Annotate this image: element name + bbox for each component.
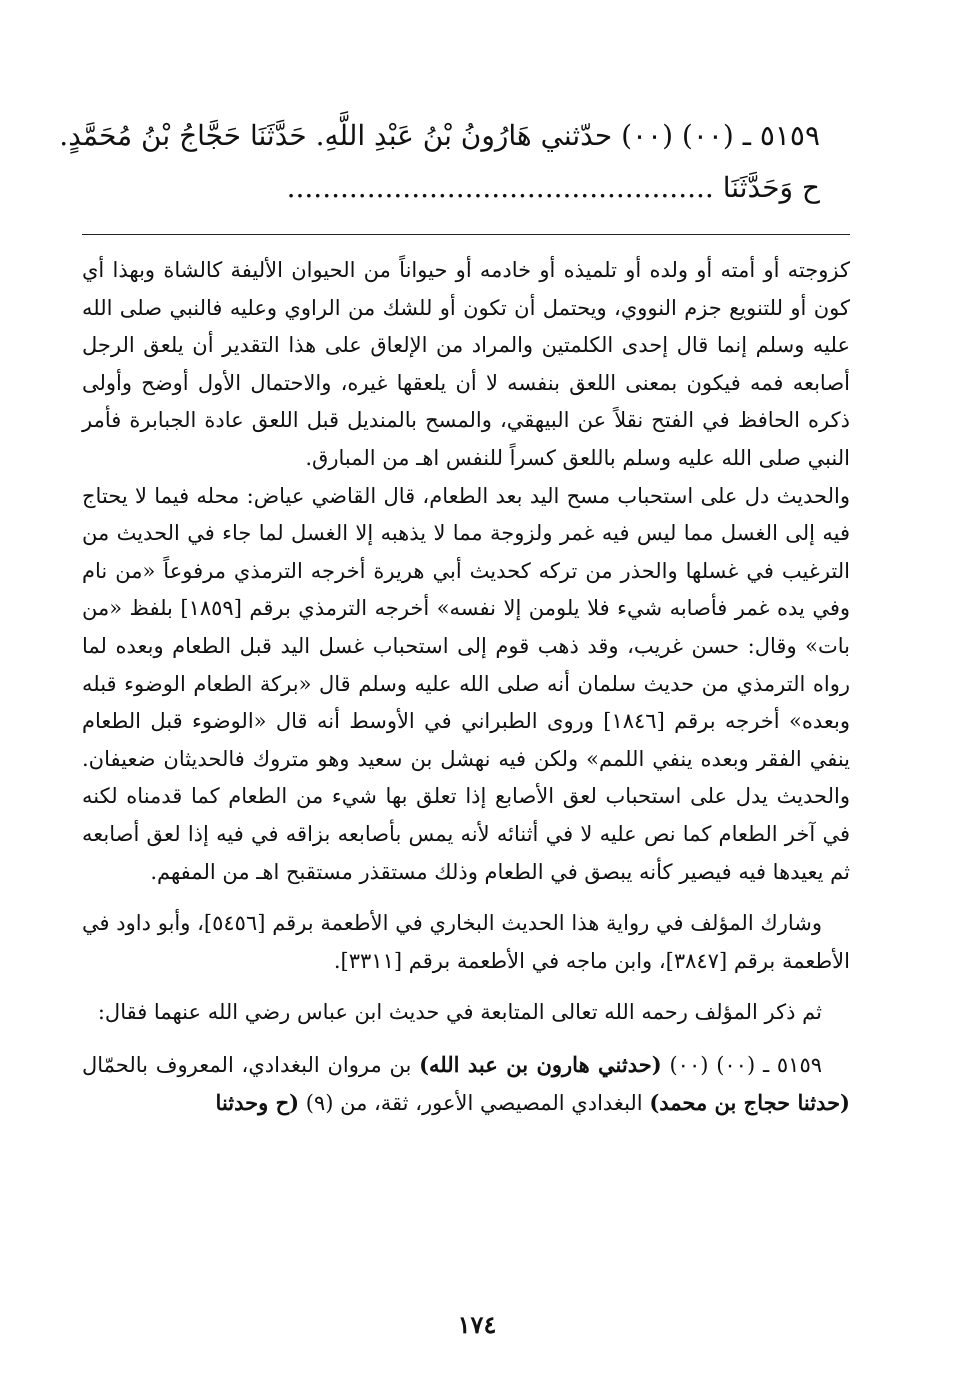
separator-rule [82,234,850,235]
commentary-paragraph-4: ثم ذكر المؤلف رحمه الله تعالى المتابعة في حديث ابن عباس رضي الله عنهما فقال: [97,1000,822,1025]
commentary-block [82,252,850,1123]
narrator-note-2: البغدادي المصيصي الأعور، ثقة، من (٩) [299,1091,650,1116]
hadith-text-block [59,110,820,214]
commentary-paragraph-2: والحديث دل على استحباب مسح اليد بعد الطعام، قال القاضي عياض: محله فيما لا يحتاج فيه إلى الغسل مما ليس فيه غمر ولزوجة مما لا يذهبه إلا الغسل لما جاء في الحديث من الترغيب في غسلها والحذر من تركه كحديث أبي هريرة أخرجه الترمذي مرفوعاً «من نام وفي يده غمر فأصابه شيء فلا يلومن إلا نفسه» أخرجه الترمذي برقم [١٨٥٩] بلفظ «من بات» وقال: حسن غريب، وقد ذهب قوم إلى استحباب غسل اليد قبل الطعام وبعده لما رواه الترمذي من حديث سلمان أنه صلى الله عليه وسلم قال «بركة الطعام الوضوء قبله وبعده» أخرجه برقم [١٨٤٦] وروى الطبراني في الأوسط أنه قال «الوضوء قبل الطعام ينفي الفقر وبعده ينفي اللمم» ولكن فيه نهشل بن سعيد وهو متروك فالحديثان ضعيفان. والحديث يدل على استحباب لعق الأصابع إذا تعلق بها شيء من الطعام كما قدمناه لكنه في آخر الطعام كما نص عليه لا في أثنائه لأنه يمس بأصابعه بزاقه في فيه إذا لعق أصابعه ثم يعيدها فيه فيصير كأنه يبصق في الطعام وذلك مستقذر مستقبح اهـ من المفهم. [82,483,850,884]
commentary-paragraph-1: كزوجته أو أمته أو ولده أو تلميذه أو خادمه أو حيواناً من الحيوان الأليفة كالشاة وبهذا أي كون أو للتنويع جزم النووي، ويحتمل أن تكون أو للشك من الراوي وعليه فالنبي صلى الله عليه وسلم إنما قال إحدى الكلمتين والمراد من الإلعاق على هذا التقدير أن يلعق الرجل أصابعه فمه فيكون بمعنى اللعق بنفسه لا أن يلعقها غيره، والاحتمال الأول أوضح وأولى ذكره الحافظ في الفتح نقلاً عن البيهقي، والمسح بالمنديل قبل اللعق عادة الجبابرة فأمر النبي صلى الله عليه وسلم باللعق كسراً للنفس اهـ من المبارق. [82,258,850,470]
commentary-paragraph-3: وشارك المؤلف في رواية هذا الحديث البخاري في الأطعمة برقم [٥٤٥٦]، وأبو داود في الأطعمة برقم [٣٨٤٧]، وابن ماجه في الأطعمة برقم [٣٣١١]. [82,911,850,973]
hadith-number: ٥١٥٩ ـ (٠٠) (٠٠) [661,1052,823,1077]
hadith-line-2-dots: ................................................ [286,171,714,204]
narrator-bold-1: (حدثني هارون بن عبد الله) [419,1051,662,1077]
narrator-note-1: بن مروان البغدادي، المعروف بالحمّال [82,1052,420,1077]
hadith-line-2-text: ح وَحَدَّثَنَا [722,171,820,204]
hadith-line-1: ٥١٥٩ ـ (٠٠) (٠٠) حدّثني هَارُونُ بْنُ عَبْدِ اللَّهِ. حَدَّثَنَا حَجَّاجُ بْنُ مُحَمَّدٍ. [59,119,820,152]
narrator-bold-2: (حدثنا حجاج بن محمد) [649,1090,850,1116]
commentary-paragraph-5 [82,1046,850,1123]
hadith-line-2 [82,162,820,214]
narrator-bold-3: (ح وحدثنا [215,1090,300,1116]
page-number: ١٧٤ [457,1310,497,1339]
